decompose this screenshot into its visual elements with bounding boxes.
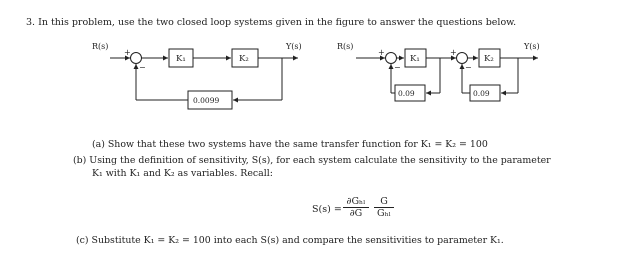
d2-block-k2-label: K₂ bbox=[484, 54, 494, 64]
d2-input-label: R(s) bbox=[337, 42, 354, 51]
part-b-text-line2: K₁ with K₁ and K₂ as variables. Recall: bbox=[92, 168, 273, 179]
d1-block-k1-label: K₁ bbox=[176, 54, 186, 64]
d1-minus-sign: − bbox=[139, 63, 146, 72]
formula-fraction-2 bbox=[374, 196, 394, 219]
d1-block-k2-label: K₂ bbox=[239, 54, 249, 64]
part-b-text-line1: (b) Using the definition of sensitivity, S(s), for each system calculate the sensitivity to the parameter bbox=[73, 155, 551, 166]
problem-header: 3. In this problem, use the two closed loop systems given in the figure to answer the questions below. bbox=[26, 17, 517, 28]
diagram-2 bbox=[337, 42, 540, 101]
formula-numerator-2: G bbox=[374, 196, 394, 208]
formula-denominator-1: ∂G bbox=[349, 208, 363, 219]
part-c-text: (c) Substitute K₁ = K₂ = 100 into each S(s) and compare the sensitivities to parameter K₁. bbox=[76, 235, 504, 246]
d2-feedback-2-label: 0.09 bbox=[473, 89, 490, 98]
d2-summing-junction-1 bbox=[386, 53, 397, 64]
formula-denominator-2: Gₕₗ bbox=[376, 208, 391, 219]
d2-minus-sign-2: − bbox=[465, 63, 472, 72]
formula-lhs: S(s) = bbox=[312, 204, 342, 215]
d2-block-k1-label: K₁ bbox=[410, 54, 420, 64]
d2-plus-sign-2: + bbox=[450, 48, 457, 57]
d2-output-label: Y(s) bbox=[524, 42, 540, 51]
d2-feedback-1-label: 0.09 bbox=[398, 89, 415, 98]
part-a-text: (a) Show that these two systems have the same transfer function for K₁ = K₂ = 100 bbox=[92, 139, 488, 150]
d2-minus-sign-1: − bbox=[394, 63, 401, 72]
d1-plus-sign: + bbox=[124, 48, 131, 57]
d2-summing-junction-2 bbox=[457, 53, 468, 64]
d1-feedback-label: 0.0099 bbox=[193, 96, 220, 105]
formula-fraction-1 bbox=[343, 196, 369, 219]
d1-input-label: R(s) bbox=[92, 42, 109, 51]
d1-summing-junction bbox=[131, 53, 142, 64]
d2-plus-sign-1: + bbox=[378, 48, 385, 57]
d1-output-label: Y(s) bbox=[286, 42, 302, 51]
formula-numerator-1: ∂Gₕₗ bbox=[343, 196, 369, 208]
